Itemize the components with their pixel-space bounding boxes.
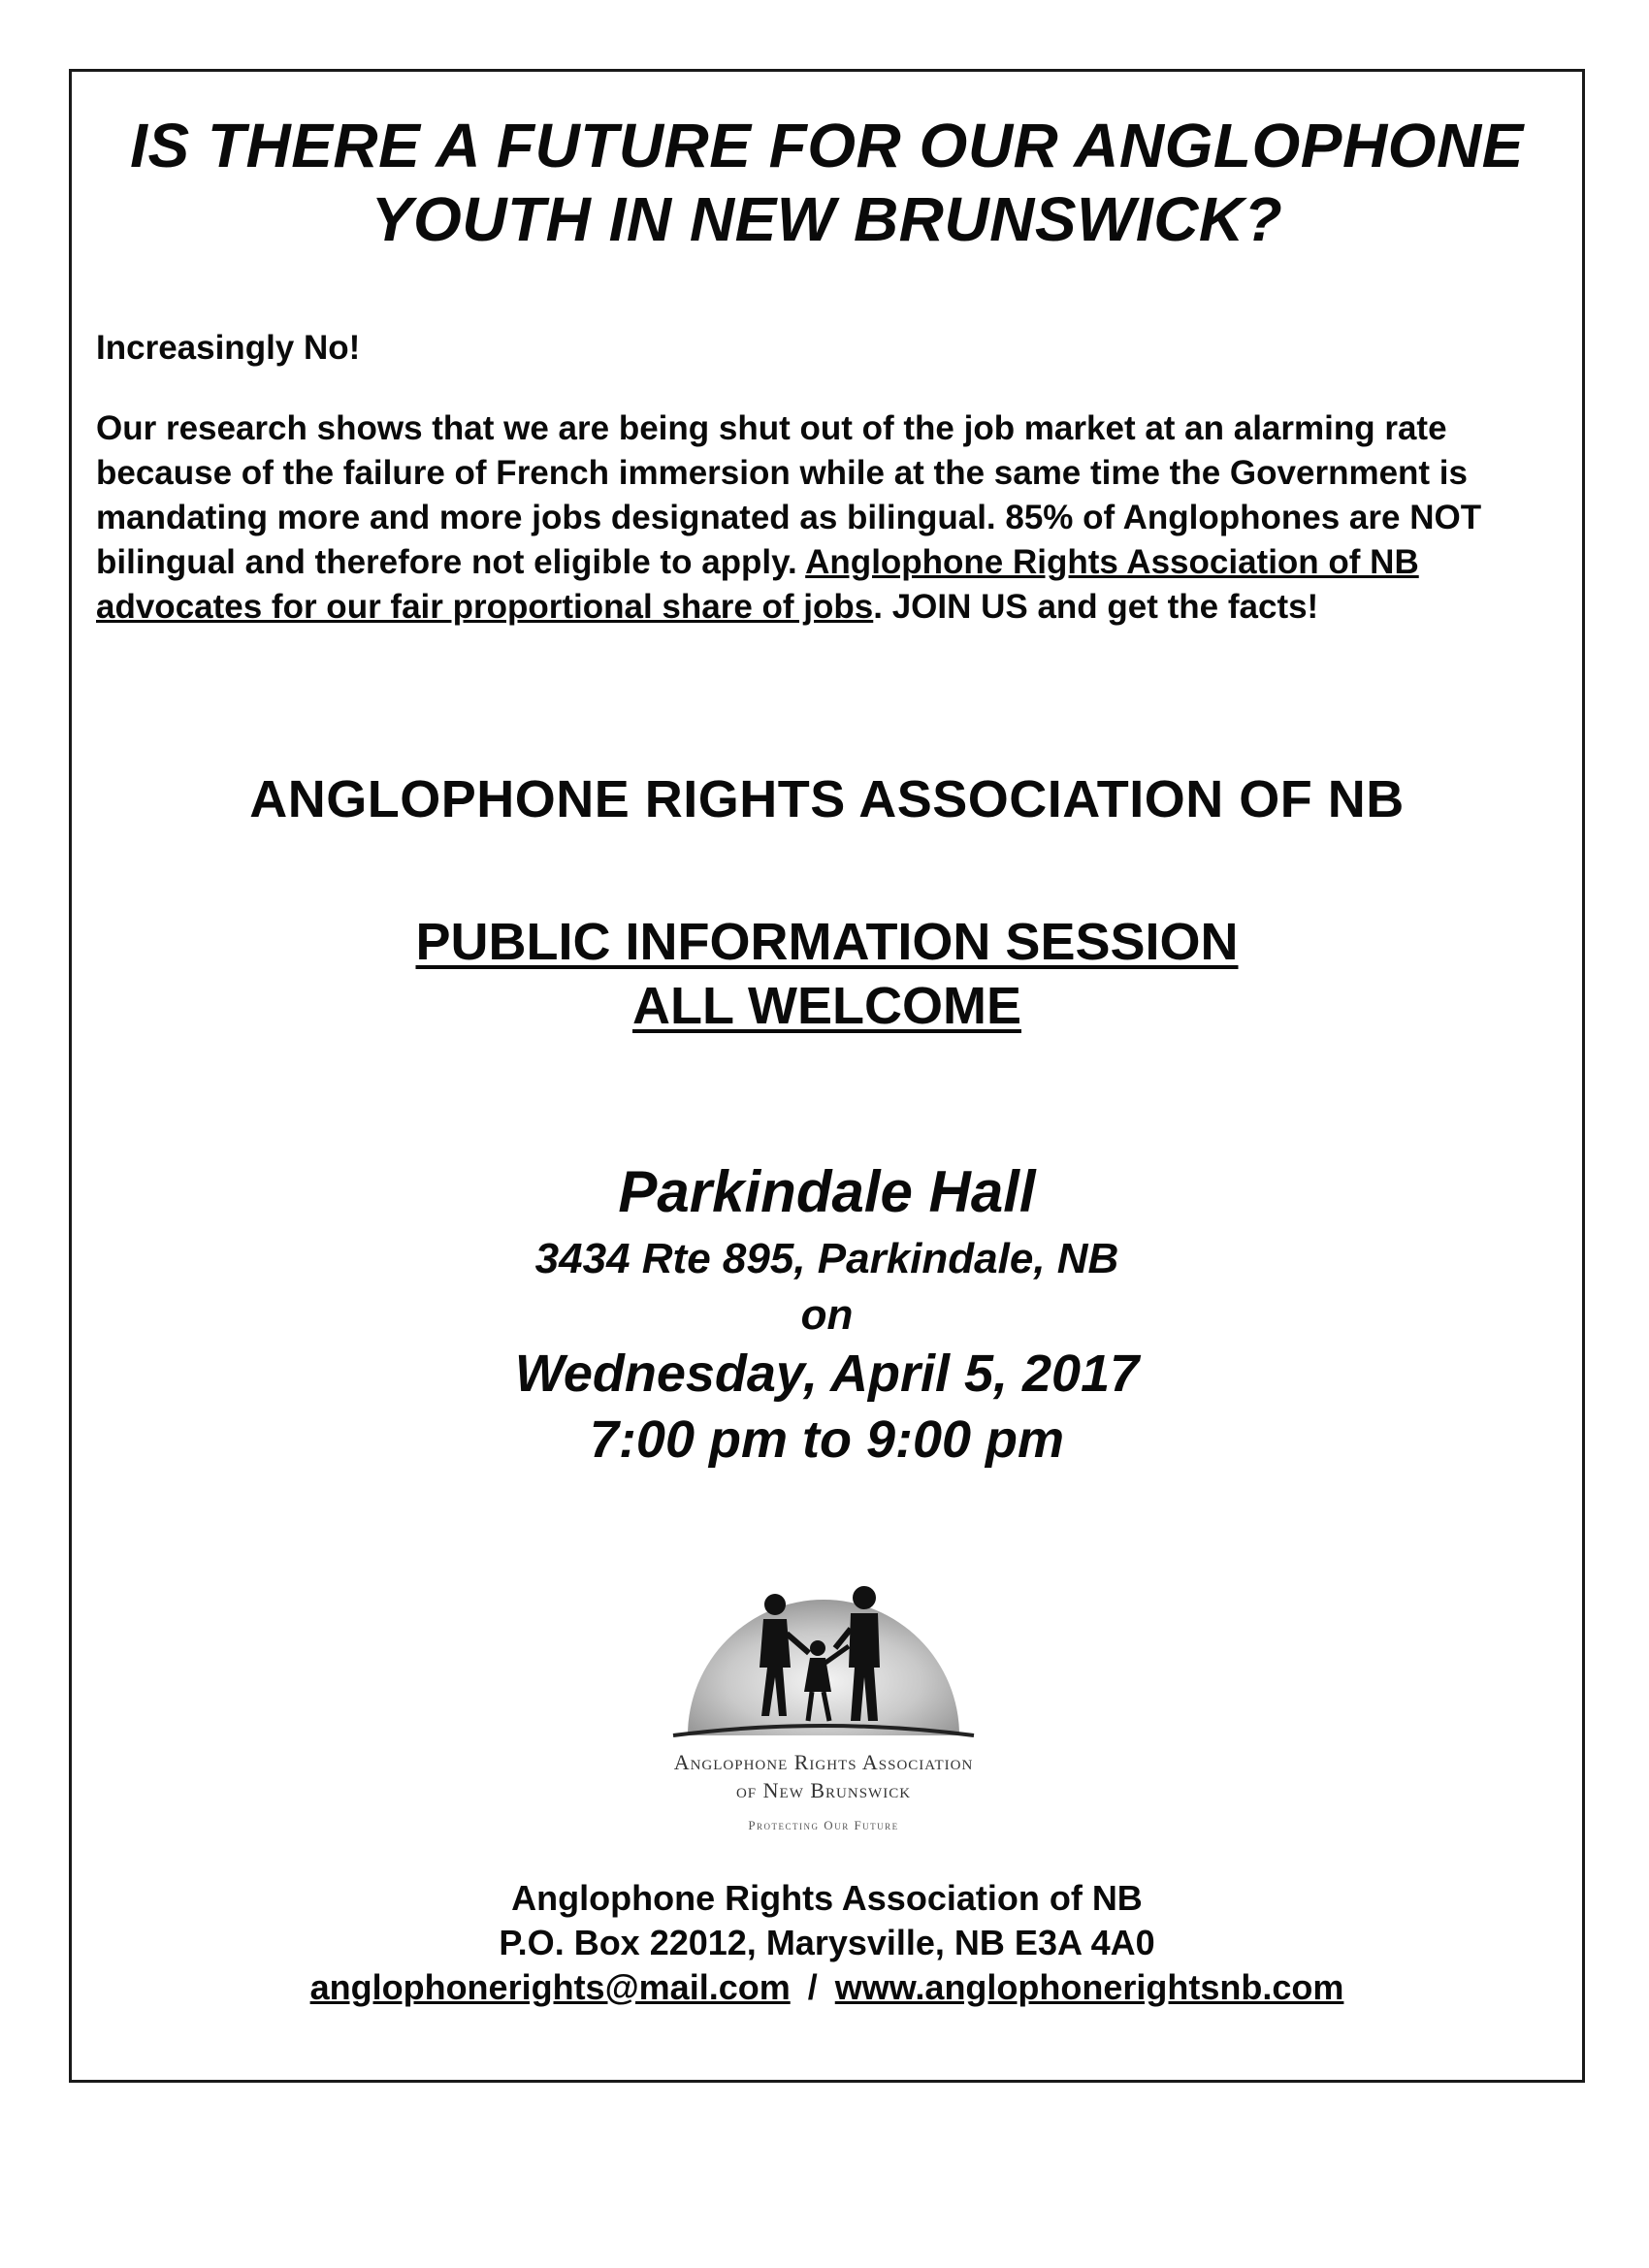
event-time: 7:00 pm to 9:00 pm [589, 1410, 1065, 1469]
session-line-2: ALL WELCOME [632, 977, 1021, 1035]
headline [72, 109, 1582, 256]
intro-text: Increasingly No! [96, 329, 361, 367]
flyer-frame [69, 69, 1585, 2083]
venue-name: Parkindale Hall [618, 1159, 1036, 1224]
headline-line-1: IS THERE A FUTURE FOR OUR ANGLOPHONE [130, 111, 1524, 180]
contact-website-link[interactable]: www.anglophonerightsnb.com [834, 1967, 1344, 2007]
logo-line-1: Anglophone Rights Association [673, 1750, 974, 1774]
logo-line-2: of New Brunswick [735, 1778, 912, 1802]
logo-tagline: Protecting Our Future [748, 1818, 899, 1832]
contact-links [72, 1965, 1582, 2010]
contact-email-link[interactable]: anglophonerights@mail.com [309, 1967, 791, 2007]
org-heading: ANGLOPHONE RIGHTS ASSOCIATION OF NB [249, 770, 1405, 828]
on-word: on [800, 1291, 854, 1339]
venue-address: 3434 Rte 895, Parkindale, NB [534, 1235, 1119, 1282]
contact-separator: / [807, 1967, 818, 2007]
contact-name: Anglophone Rights Association of NB [511, 1878, 1143, 1918]
family-silhouette-icon [581, 1541, 1066, 1745]
headline-line-2: YOUTH IN NEW BRUNSWICK? [371, 184, 1283, 254]
session-line-1: PUBLIC INFORMATION SESSION [415, 913, 1239, 971]
association-logo [581, 1541, 1066, 1852]
paragraph-end: . JOIN US and get the facts! [873, 588, 1319, 626]
contact-address: P.O. Box 22012, Marysville, NB E3A 4A0 [499, 1923, 1155, 1962]
paragraph-main: Our research shows that we are being shut out of the job market at an alarming rate because of the failure of French immersion while at the same time the Government is mandating more and more jobs designated as bilingual. 85% of Anglophones are NOT bilingual and therefore not eligible to apply. [96, 409, 1482, 581]
paragraph-underlined: Anglophone Rights Association of NB advocates for our fair proportional share of jobs [96, 543, 1419, 626]
body-paragraph [96, 406, 1570, 630]
session-heading [72, 910, 1582, 1038]
event-date: Wednesday, April 5, 2017 [514, 1345, 1140, 1403]
